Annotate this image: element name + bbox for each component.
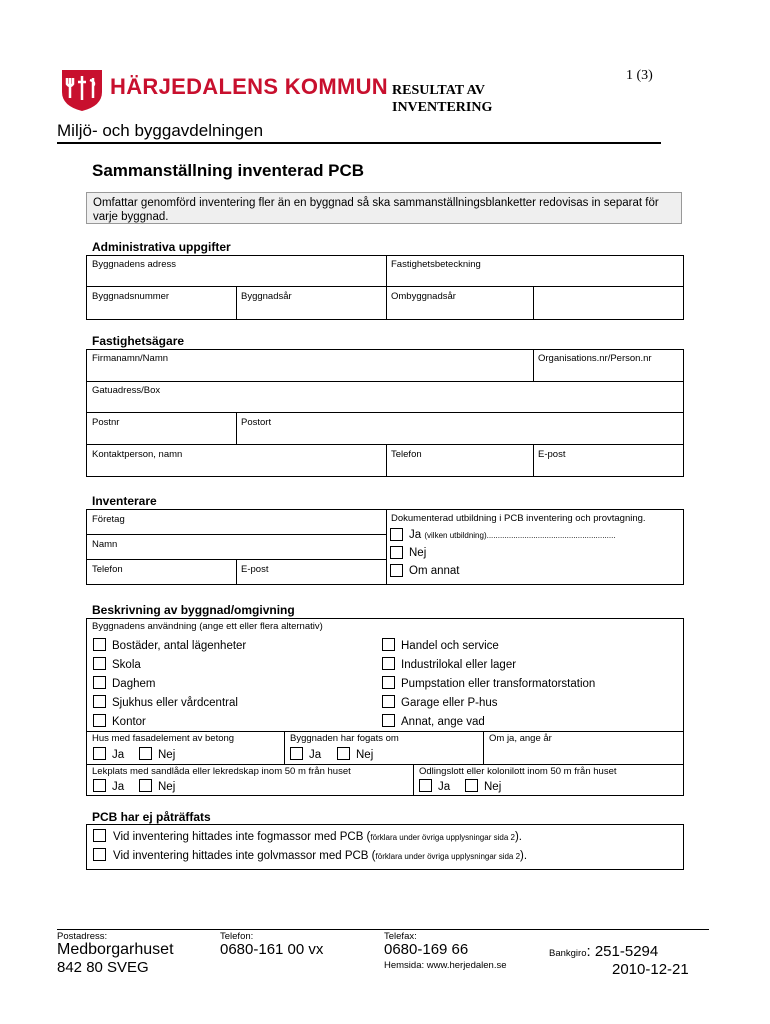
allotment-label: Odlingslott eller kolonilott inom 50 m från huset [419,766,617,777]
footer-website-link[interactable]: Hemsida: www.herjedalen.se [384,960,507,971]
training-no-checkbox[interactable] [390,546,403,559]
joints-label: Byggnaden har fogats om [290,733,399,744]
usage-pumpstation-label: Pumpstation eller transformatorstation [401,678,596,690]
footer-post-line1: Medborgarhuset [57,941,174,958]
usage-garage-checkbox[interactable] [382,695,395,708]
pcb-not-found-heading: PCB har ej påträffats [92,810,211,824]
inventor-section-heading: Inventerare [92,494,157,508]
usage-hospital-label: Sjukhus eller vårdcentral [112,697,238,709]
training-other-label: Om annat [409,565,460,577]
owner-section-heading: Fastighetsägare [92,334,185,348]
usage-housing-label: Bostäder, antal lägenheter [112,640,247,652]
allotment-yes-checkbox[interactable] [419,779,432,792]
owner-postnr-field[interactable]: Postnr [92,417,120,428]
usage-daycare-checkbox[interactable] [93,676,106,689]
footer-fax: 0680-169 66 [384,941,469,958]
no-pcb-floor-checkbox[interactable] [93,848,106,861]
usage-office-label: Kontor [112,716,146,728]
inventor-company-field[interactable]: Företag [92,514,125,525]
usage-office-checkbox[interactable] [93,714,106,727]
footer-phone-label: Telefon: [220,931,254,942]
facade-yes-checkbox[interactable] [93,747,106,760]
facade-yes-label: Ja [112,749,125,761]
document-type [392,82,492,116]
footer-bankgiro: Bankgiro: 251-5294 [549,943,659,960]
page-number: 1 (3) [626,68,653,83]
usage-pumpstation-checkbox[interactable] [382,676,395,689]
owner-street-field[interactable]: Gatuadress/Box [92,385,161,396]
usage-daycare-label: Daghem [112,678,156,690]
playground-yes-label: Ja [112,781,125,793]
training-yes-label: Ja (vilken utbildning).......................................................... [409,529,616,541]
usage-retail-label: Handel och service [401,640,499,652]
playground-label: Lekplats med sandlåda eller lekredskap inom 50 m från huset [92,766,351,777]
allotment-no-checkbox[interactable] [465,779,478,792]
building-year-field[interactable]: Byggnadsår [241,291,292,302]
footer-post-label: Postadress: [57,931,108,942]
usage-other-label: Annat, ange vad [401,716,485,728]
usage-label: Byggnadens användning (ange ett eller flera alternativ) [92,621,323,632]
owner-email-field[interactable]: E-post [538,449,566,460]
department-name: Miljö- och byggavdelningen [57,121,264,140]
owner-phone-field[interactable]: Telefon [391,449,422,460]
rebuild-year-field[interactable]: Ombyggnadsår [391,291,456,302]
property-designation-field[interactable]: Fastighetsbeteckning [391,259,481,270]
inventor-name-field[interactable]: Namn [92,539,118,550]
footer-rule [57,929,709,930]
playground-no-checkbox[interactable] [139,779,152,792]
footer-phone: 0680-161 00 vx [220,941,324,958]
usage-housing-checkbox[interactable] [93,638,106,651]
inventor-phone-field[interactable]: Telefon [92,564,123,575]
form-title: Sammanställning inventerad PCB [92,161,365,180]
header-rule [57,142,661,144]
playground-no-label: Nej [158,781,176,793]
document-type-line2: INVENTERING [392,100,493,115]
intro-note: Omfattar genomförd inventering fler än en byggnad så ska sammanställningsblanketter redovisas in separat för varje byggnad. [86,192,682,224]
training-label: Dokumenterad utbildning i PCB inventering och provtagning. [391,513,646,524]
joints-no-label: Nej [356,749,374,761]
usage-retail-checkbox[interactable] [382,638,395,651]
joints-yes-label: Ja [309,749,322,761]
owner-company-field[interactable]: Firmanamn/Namn [92,353,169,364]
owner-org-nr-field[interactable]: Organisations.nr/Person.nr [538,353,652,364]
usage-garage-label: Garage eller P-hus [401,697,498,709]
usage-industrial-label: Industrilokal eller lager [401,659,517,671]
document-type-line1: RESULTAT AV [392,83,485,98]
footer-date: 2010-12-21 [612,961,689,978]
municipality-logo-text: HÄRJEDALENS KOMMUN [110,74,388,99]
no-pcb-floor-label: Vid inventering hittades inte golvmassor med PCB (förklara under övriga upplysningar sida 2). [113,850,528,862]
joints-no-checkbox[interactable] [337,747,350,760]
owner-contact-field[interactable]: Kontaktperson, namn [92,449,183,460]
training-no-label: Nej [409,547,427,559]
owner-postort-field[interactable]: Postort [241,417,272,428]
playground-yes-checkbox[interactable] [93,779,106,792]
allotment-no-label: Nej [484,781,502,793]
training-other-checkbox[interactable] [390,564,403,577]
building-number-field[interactable]: Byggnadsnummer [92,291,170,302]
training-yes-checkbox[interactable] [390,528,403,541]
coat-of-arms-icon [60,68,104,112]
address-field[interactable]: Byggnadens adress [92,259,176,270]
usage-school-label: Skola [112,659,141,671]
footer-post-line2: 842 80 SVEG [57,959,149,976]
usage-other-checkbox[interactable] [382,714,395,727]
joint-year-field[interactable]: Om ja, ange år [489,733,552,744]
usage-hospital-checkbox[interactable] [93,695,106,708]
joints-yes-checkbox[interactable] [290,747,303,760]
facade-no-label: Nej [158,749,176,761]
admin-section-heading: Administrativa uppgifter [92,240,231,254]
footer-fax-label: Telefax: [384,931,417,942]
facade-label: Hus med fasadelement av betong [92,733,235,744]
no-pcb-joints-label: Vid inventering hittades inte fogmassor med PCB (förklara under övriga upplysningar sida 2). [113,831,522,843]
facade-no-checkbox[interactable] [139,747,152,760]
description-section-heading: Beskrivning av byggnad/omgivning [92,603,295,617]
allotment-yes-label: Ja [438,781,451,793]
no-pcb-joints-checkbox[interactable] [93,829,106,842]
usage-industrial-checkbox[interactable] [382,657,395,670]
usage-school-checkbox[interactable] [93,657,106,670]
inventor-email-field[interactable]: E-post [241,564,269,575]
